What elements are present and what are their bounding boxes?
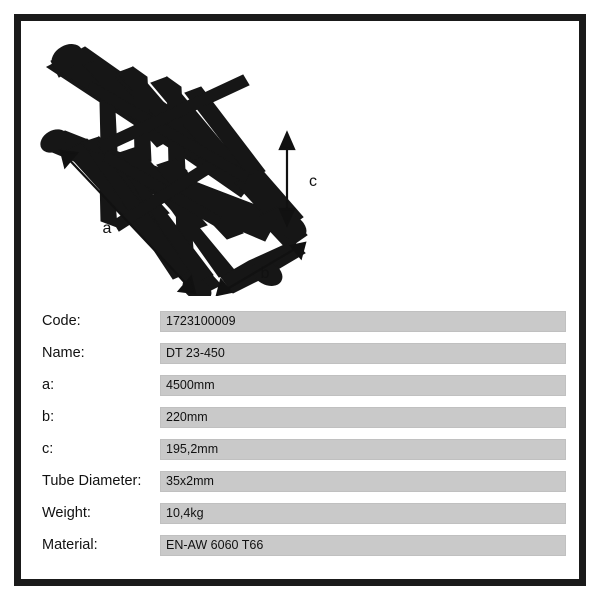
table-row <box>34 529 566 561</box>
row-value-name[interactable]: DT 23-450 <box>160 343 566 364</box>
table-row <box>34 337 566 369</box>
table-row <box>34 433 566 465</box>
row-value-weight[interactable]: 10,4kg <box>160 503 566 524</box>
table-row <box>34 305 566 337</box>
row-label-material: Material: <box>42 537 98 553</box>
table-row <box>34 465 566 497</box>
dimension-label-c: c <box>309 173 317 190</box>
table-row <box>34 369 566 401</box>
row-value-code[interactable]: 1723100009 <box>160 311 566 332</box>
row-value-tube-diameter[interactable]: 35x2mm <box>160 471 566 492</box>
dimension-label-a: a <box>102 220 112 237</box>
row-label-b: b: <box>42 409 55 425</box>
row-label-weight: Weight: <box>42 505 91 521</box>
row-value-material[interactable]: EN-AW 6060 T66 <box>160 535 566 556</box>
row-value-c[interactable]: 195,2mm <box>160 439 566 460</box>
row-label-c: c: <box>42 441 54 457</box>
table-row <box>34 497 566 529</box>
table-row <box>34 401 566 433</box>
row-value-b[interactable]: 220mm <box>160 407 566 428</box>
row-value-a[interactable]: 4500mm <box>160 375 566 396</box>
dimension-label-b: b <box>260 265 270 282</box>
truss-drawing-svg <box>21 21 579 296</box>
specification-table <box>34 305 566 561</box>
row-label-a: a: <box>42 377 55 393</box>
row-label-tube-diameter: Tube Diameter: <box>42 473 142 489</box>
dimension-c <box>280 133 294 225</box>
row-label-code: Code: <box>42 313 81 329</box>
row-label-name: Name: <box>42 345 85 361</box>
truss-drawing <box>21 21 579 296</box>
